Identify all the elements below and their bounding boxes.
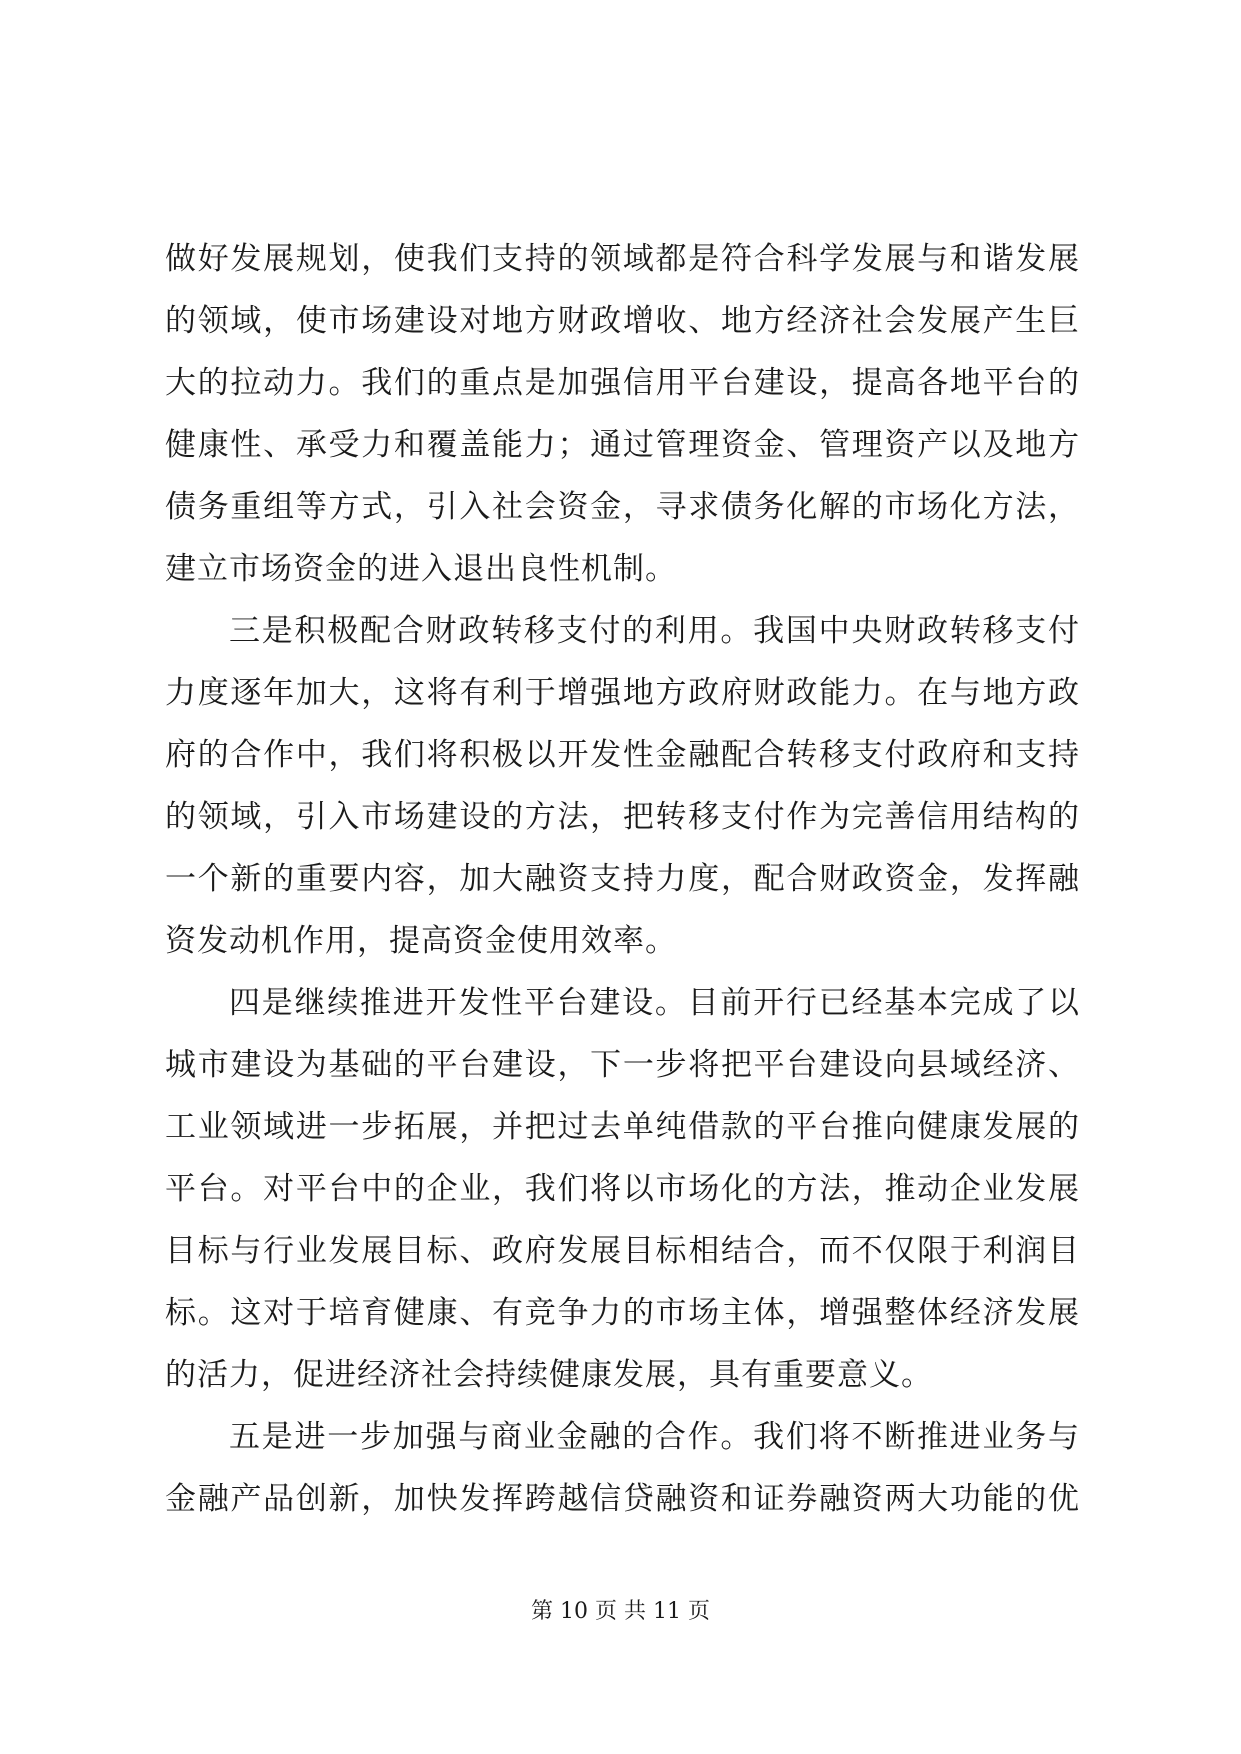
paragraph (165, 600, 1080, 972)
paragraph (165, 972, 1080, 1406)
paragraph (165, 228, 1080, 600)
text-line: 城市建设为基础的平台建设，下一步将把平台建设向县域经济、 (165, 1047, 1080, 1083)
text-line: 的领域，使市场建设对地方财政增收、地方经济社会发展产生巨 (165, 303, 1080, 339)
text-line: 四是继续推进开发性平台建设。目前开行已经基本完成了以 (229, 985, 1080, 1021)
text-line: 力度逐年加大，这将有利于增强地方政府财政能力。在与地方政 (165, 675, 1080, 711)
text-line: 债务重组等方式，引入社会资金，寻求债务化解的市场化方法， (165, 489, 1080, 525)
text-line: 的领域，引入市场建设的方法，把转移支付作为完善信用结构的 (165, 799, 1080, 835)
text-line: 府的合作中，我们将积极以开发性金融配合转移支付政府和支持 (165, 737, 1080, 773)
text-line: 五是进一步加强与商业金融的合作。我们将不断推进业务与 (229, 1419, 1080, 1455)
text-line: 做好发展规划，使我们支持的领域都是符合科学发展与和谐发展 (165, 241, 1080, 277)
text-line: 资发动机作用，提高资金使用效率。 (165, 923, 677, 959)
text-line: 平台。对平台中的企业，我们将以市场化的方法，推动企业发展 (165, 1171, 1080, 1207)
text-line: 建立市场资金的进入退出良性机制。 (165, 551, 677, 587)
text-line: 目标与行业发展目标、政府发展目标相结合，而不仅限于利润目 (165, 1233, 1080, 1269)
text-line: 三是积极配合财政转移支付的利用。我国中央财政转移支付 (229, 613, 1080, 649)
document-body (165, 228, 1080, 1530)
text-line: 大的拉动力。我们的重点是加强信用平台建设，提高各地平台的 (165, 365, 1080, 401)
text-line: 标。这对于培育健康、有竞争力的市场主体，增强整体经济发展 (165, 1295, 1080, 1331)
text-line: 金融产品创新，加快发挥跨越信贷融资和证券融资两大功能的优 (165, 1481, 1080, 1517)
text-line: 一个新的重要内容，加大融资支持力度，配合财政资金，发挥融 (165, 861, 1080, 897)
text-line: 工业领域进一步拓展，并把过去单纯借款的平台推向健康发展的 (165, 1109, 1080, 1145)
page-number-footer: 第 10 页 共 11 页 (531, 1599, 710, 1624)
paragraph (165, 1406, 1080, 1530)
text-line: 的活力，促进经济社会持续健康发展，具有重要意义。 (165, 1357, 933, 1393)
text-line: 健康性、承受力和覆盖能力；通过管理资金、管理资产以及地方 (165, 427, 1080, 463)
